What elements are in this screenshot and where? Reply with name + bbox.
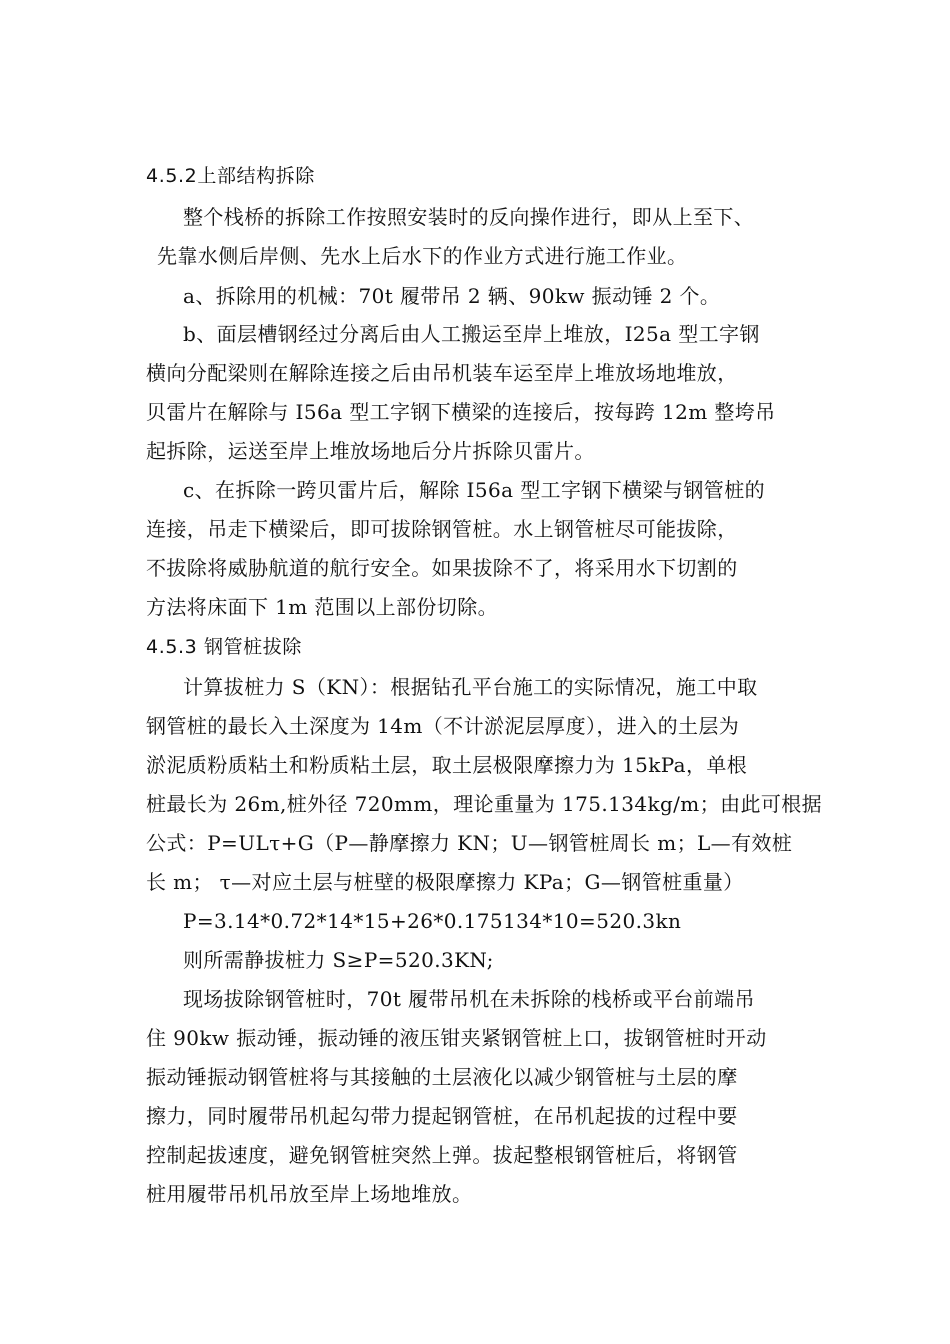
paragraph-line: 方法将床面下 1m 范围以上部份切除。 <box>146 595 499 619</box>
paragraph-line: 贝雷片在解除与 I56a 型工字钢下横梁的连接后，按每跨 12m 整垮吊 <box>146 400 776 424</box>
paragraph-line: 擦力，同时履带吊机起勾带力提起钢管桩，在吊机起拔的过程中要 <box>146 1104 738 1128</box>
paragraph-line: 控制起拔速度，避免钢管桩突然上弹。拔起整根钢管桩后，将钢管 <box>146 1143 738 1167</box>
paragraph-line: 不拔除将威胁航道的航行安全。如果拔除不了，将采用水下切割的 <box>146 556 738 580</box>
formula-line: 长 m； τ—对应土层与桩壁的极限摩擦力 KPa；G—钢管桩重量） <box>146 870 744 894</box>
paragraph-line: 桩最长为 26m,桩外径 720mm，理论重量为 175.134kg/m；由此可根据 <box>146 792 823 816</box>
paragraph-line: 振动锤振动钢管桩将与其接触的土层液化以减少钢管桩与土层的摩 <box>146 1065 738 1089</box>
paragraph-line: 住 90kw 振动锤，振动锤的液压钳夹紧钢管桩上口，拔钢管桩时开动 <box>146 1026 767 1050</box>
paragraph-line: 横向分配梁则在解除连接之后由吊机装车运至岸上堆放场地堆放， <box>146 361 738 385</box>
paragraph-line: 计算拔桩力 S（KN）：根据钻孔平台施工的实际情况，施工中取 <box>183 675 758 699</box>
calculation-line: P=3.14*0.72*14*15+26*0.175134*10=520.3kn <box>183 909 682 933</box>
paragraph-line: 起拆除，运送至岸上堆放场地后分片拆除贝雷片。 <box>146 439 595 463</box>
section-heading-4-5-3: 4.5.3 钢管桩拔除 <box>146 636 302 658</box>
paragraph-line: 连接，吊走下横梁后，即可拔除钢管桩。水上钢管桩尽可能拔除， <box>146 517 738 541</box>
paragraph-line: b、面层槽钢经过分离后由人工搬运至岸上堆放，I25a 型工字钢 <box>183 322 760 346</box>
paragraph-line: 现场拔除钢管桩时，70t 履带吊机在未拆除的栈桥或平台前端吊 <box>183 987 755 1011</box>
paragraph-line: a、拆除用的机械：70t 履带吊 2 辆、90kw 振动锤 2 个。 <box>183 284 721 308</box>
paragraph-line: 钢管桩的最长入土深度为 14m（不计淤泥层厚度），进入的土层为 <box>146 714 740 738</box>
section-heading-4-5-2: 4.5.2上部结构拆除 <box>146 165 315 187</box>
paragraph-line: 桩用履带吊机吊放至岸上场地堆放。 <box>146 1182 473 1206</box>
paragraph-line: 整个栈桥的拆除工作按照安装时的反向操作进行，即从上至下、 <box>183 205 755 229</box>
paragraph-line: c、在拆除一跨贝雷片后，解除 I56a 型工字钢下横梁与钢管桩的 <box>183 478 765 502</box>
result-line: 则所需静拔桩力 S≥P=520.3KN; <box>183 948 494 972</box>
formula-line: 公式：P=ULτ+G（P—静摩擦力 KN；U—钢管桩周长 m；L—有效桩 <box>146 831 793 855</box>
paragraph-line: 淤泥质粉质粘土和粉质粘土层，取土层极限摩擦力为 15kPa，单根 <box>146 753 748 777</box>
paragraph-line: 先靠水侧后岸侧、先水上后水下的作业方式进行施工作业。 <box>157 244 688 268</box>
